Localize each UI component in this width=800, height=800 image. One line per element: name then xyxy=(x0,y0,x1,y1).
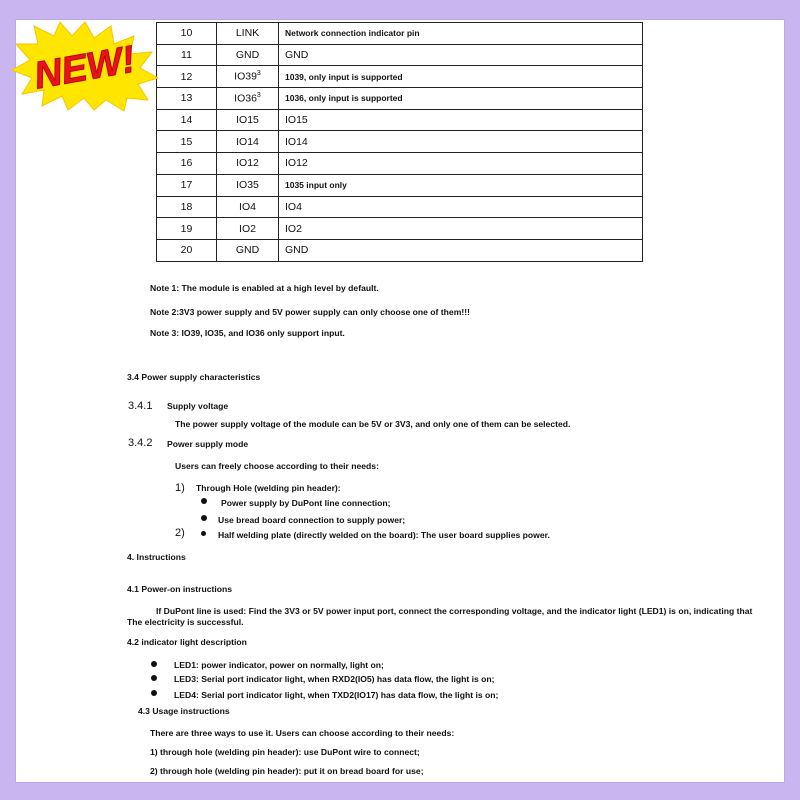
pin-name-cell xyxy=(217,23,279,45)
pin-name-cell xyxy=(217,174,279,196)
section-3-4-1-body: The power supply voltage of the module can be 5V or 3V3, and only one of them can be selected. xyxy=(175,419,571,429)
pin-number-cell: 20 xyxy=(157,239,217,261)
pin-name: IO35 xyxy=(236,179,259,192)
pin-number-cell: 19 xyxy=(157,218,217,240)
section-3-4-2-body: Users can freely choose according to their needs: xyxy=(175,461,379,471)
usage-item-2: 2) through hole (welding pin header): put it on bread board for use; xyxy=(150,766,424,776)
pin-table xyxy=(156,22,643,262)
pin-name: GND xyxy=(235,244,260,257)
pin-name: IO15 xyxy=(236,114,259,127)
pin-description-cell: IO4 xyxy=(279,196,643,218)
table-row xyxy=(157,153,643,175)
section-4-2-title: 4.2 indicator light description xyxy=(127,637,247,647)
section-3-4-1-number: 3.4.1 xyxy=(128,400,153,412)
bullet-icon xyxy=(201,498,207,504)
pin-name: IO12 xyxy=(236,157,259,170)
footnote-marker: 3 xyxy=(256,70,261,78)
pin-description-cell: IO14 xyxy=(279,131,643,153)
section-3-4-title: 3.4 Power supply characteristics xyxy=(127,372,261,382)
section-4-1-line-2: The electricity is successful. xyxy=(127,617,244,627)
new-badge-text: NEW! xyxy=(31,38,139,98)
pin-name-cell xyxy=(217,218,279,240)
section-3-4-2-title: Power supply mode xyxy=(167,439,249,449)
bullet-icon xyxy=(201,515,207,521)
section-4-title: 4. Instructions xyxy=(127,552,186,562)
supply-item-2-number: 2) xyxy=(175,527,185,539)
pin-number-cell: 16 xyxy=(157,153,217,175)
led3-description: LED3: Serial port indicator light, when RXD2(IO5) has data flow, the light is on; xyxy=(174,674,495,684)
pin-name-cell xyxy=(217,153,279,175)
supply-item-1-bullet-1: Power supply by DuPont line connection; xyxy=(221,498,391,508)
pin-number-cell: 10 xyxy=(157,23,217,45)
note-1: Note 1: The module is enabled at a high level by default. xyxy=(150,283,379,293)
pin-number-cell: 11 xyxy=(157,44,217,66)
pin-description-cell: IO2 xyxy=(279,218,643,240)
pin-name: IO2 xyxy=(239,222,256,235)
pin-name-cell xyxy=(217,131,279,153)
pin-description-cell: IO12 xyxy=(279,153,643,175)
pin-number-cell: 14 xyxy=(157,109,217,131)
bullet-icon xyxy=(151,690,157,696)
pin-number-cell: 12 xyxy=(157,66,217,88)
section-3-4-1-title: Supply voltage xyxy=(167,401,229,411)
table-row xyxy=(157,196,643,218)
bullet-icon xyxy=(151,675,157,681)
pin-name: LINK xyxy=(235,27,260,40)
section-4-3-body: There are three ways to use it. Users can choose according to their needs: xyxy=(150,728,455,738)
footnote-marker: 3 xyxy=(256,92,261,100)
pin-name-cell xyxy=(217,88,279,110)
table-row xyxy=(157,109,643,131)
supply-item-2-text: Half welding plate (directly welded on the board): The user board supplies power. xyxy=(218,530,550,540)
pin-description-cell: IO15 xyxy=(279,109,643,131)
pin-name: GND xyxy=(235,49,260,62)
section-3-4-2-number: 3.4.2 xyxy=(128,437,153,449)
table-row xyxy=(157,66,643,88)
pin-number-cell: 18 xyxy=(157,196,217,218)
pin-name: IO36 xyxy=(234,92,257,105)
pin-name: IO39 xyxy=(234,70,257,83)
pin-name: IO14 xyxy=(236,135,259,148)
note-2: Note 2:3V3 power supply and 5V power supply can only choose one of them!!! xyxy=(150,307,470,317)
table-row xyxy=(157,131,643,153)
section-4-3-title: 4.3 Usage instructions xyxy=(138,706,230,716)
bullet-icon xyxy=(201,531,206,536)
new-badge xyxy=(10,20,160,112)
section-4-1-line-1: If DuPont line is used: Find the 3V3 or 5V power input port, connect the corresponding voltage, and the indicator light (LED1) is on, indicating that xyxy=(156,606,753,616)
pin-description-cell: GND xyxy=(279,239,643,261)
usage-item-1: 1) through hole (welding pin header): use DuPont wire to connect; xyxy=(150,747,420,757)
led1-description: LED1: power indicator, power on normally, light on; xyxy=(174,660,384,670)
pin-number-cell: 15 xyxy=(157,131,217,153)
pin-name-cell xyxy=(217,44,279,66)
bullet-icon xyxy=(151,661,157,667)
pin-description-cell: GND xyxy=(279,44,643,66)
pin-description-cell: 1036, only input is supported xyxy=(279,88,643,110)
pin-description-cell: 1039, only input is supported xyxy=(279,66,643,88)
table-row xyxy=(157,218,643,240)
pin-name-cell xyxy=(217,196,279,218)
pin-name: IO4 xyxy=(239,200,256,213)
pin-name-cell xyxy=(217,239,279,261)
table-row xyxy=(157,44,643,66)
led4-description: LED4: Serial port indicator light, when TXD2(IO17) has data flow, the light is on; xyxy=(174,690,499,700)
supply-item-1-bullet-2: Use bread board connection to supply power; xyxy=(218,515,406,525)
supply-item-1-text: Through Hole (welding pin header): xyxy=(196,483,341,493)
pin-name-cell xyxy=(217,109,279,131)
new-badge-graphic xyxy=(10,20,160,112)
section-4-1-title: 4.1 Power-on instructions xyxy=(127,584,233,594)
table-row xyxy=(157,88,643,110)
supply-item-1-number: 1) xyxy=(175,482,185,494)
pin-description-cell: 1035 input only xyxy=(279,174,643,196)
table-row xyxy=(157,239,643,261)
pin-description-cell: Network connection indicator pin xyxy=(279,23,643,45)
pin-number-cell: 17 xyxy=(157,174,217,196)
pin-name-cell xyxy=(217,66,279,88)
table-row xyxy=(157,23,643,45)
note-3: Note 3: IO39, IO35, and IO36 only support input. xyxy=(150,328,345,338)
table-row xyxy=(157,174,643,196)
pin-number-cell: 13 xyxy=(157,88,217,110)
